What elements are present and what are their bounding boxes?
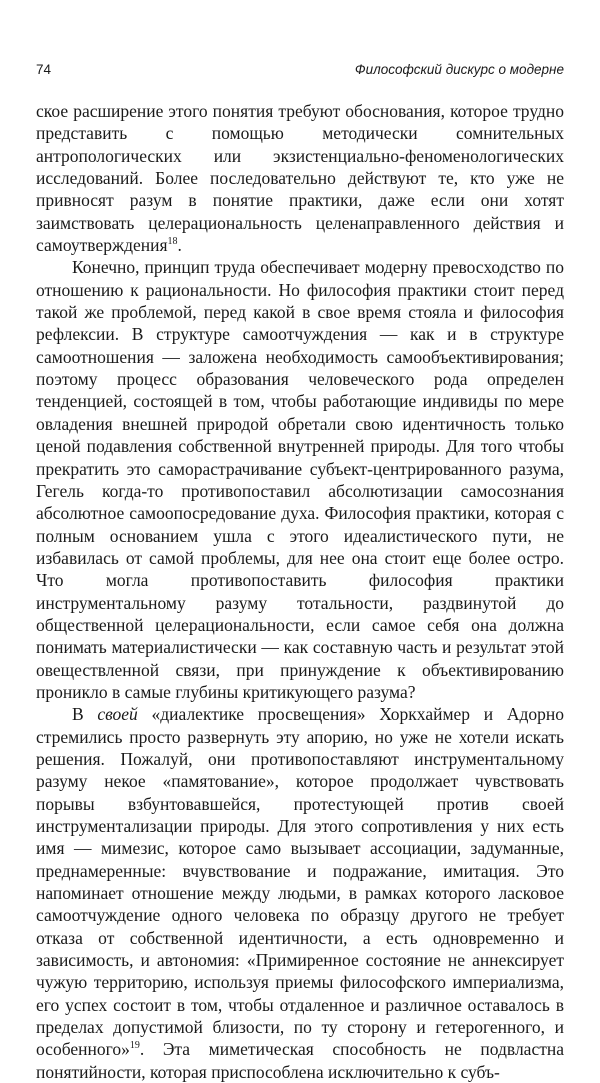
paragraph-3-lead: В <box>72 704 98 725</box>
paragraph-3-tail: . Эта миметическая способность не подвластна понятийности, которая приспособлена исключительно к субъ- <box>36 1039 564 1082</box>
body-text <box>36 100 564 1083</box>
running-title: Философский дискурс о модерне <box>354 62 564 77</box>
paragraph-3-italic: своей <box>97 704 138 725</box>
paragraph-1-text: ское расширение этого понятия требуют обоснования, которое трудно представить с помощью методически сомнительных антропологических или экзистенциально-феноменологических исследований. Более последовательно действуют те, кто уже не привносят разум в понятие практики, даже если они хотят заимствовать целерациональность целенаправленного действия и самоутверждения <box>36 101 564 256</box>
paragraph-3 <box>36 703 564 1083</box>
page-number: 74 <box>36 62 52 77</box>
paragraph-1-tail: . <box>177 235 182 256</box>
paragraph-1 <box>36 100 564 256</box>
footnote-ref-18: 18 <box>167 236 178 248</box>
paragraph-2 <box>36 256 564 703</box>
page-header <box>36 62 564 80</box>
footnote-ref-19: 19 <box>129 1040 140 1052</box>
paragraph-3-text: «диалектике просвещения» Хоркхаймер и Адорно стремились просто развернуть эту апорию, но уже не хотели искать решения. Пожалуй, они противопоставляют инструментальному разуму некое «памятование», которое продолжает чувствовать порывы взбунтовавшейся, протестующей против своей инструментализации природы. Для этого сопротивления у них есть имя — мимезис, которое само вызывает ассоциации, задуманные, преднамеренные: вчувствование и подражание, имитация. Это напоминает отношение между людьми, в рамках которого ласковое самоотчуждение одного человека по образцу другого не требует отказа от собственной идентичности, а есть одновременно и зависимость, и автономия: «Примиренное состояние не аннексирует чужую территорию, используя приемы философского империализма, его успех состоит в том, чтобы отдаленное и различное оставалось в пределах допустимой близости, по ту сторону и гетерогенного, и особенного» <box>36 704 564 1060</box>
paragraph-2-text: Конечно, принцип труда обеспечивает модерну превосходство по отношению к рациональности. Но философия практики стоит перед такой же проблемой, перед какой в свое время стояла и философия рефлексии. В структуре самоотчуждения — как и в структуре самоотношения — заложена необходимость самообъективирования; поэтому процесс образования человеческого рода определен тенденцией, состоящей в том, чтобы работающие индивиды по мере овладения внешней природой обретали свою идентичность только ценой подавления собственной внутренней природы. Для того чтобы прекратить это саморастрачивание субъект-центрированного разума, Гегель когда-то противопоставил абсолютизации самосознания абсолютное самоопосредование духа. Философия практики, которая с полным основанием ушла с этого идеалистического пути, не избавилась от самой проблемы, для нее она стоит еще более остро. Что могла противопоставить философия практики инструментальному разуму тотальности, раздвинутой до общественной целерациональности, если самое себя она должна понимать материалистически — как составную часть и результат этой овеществленной связи, при принуждение к объективированию проникло в самые глубины критикующего разума? <box>36 257 564 702</box>
